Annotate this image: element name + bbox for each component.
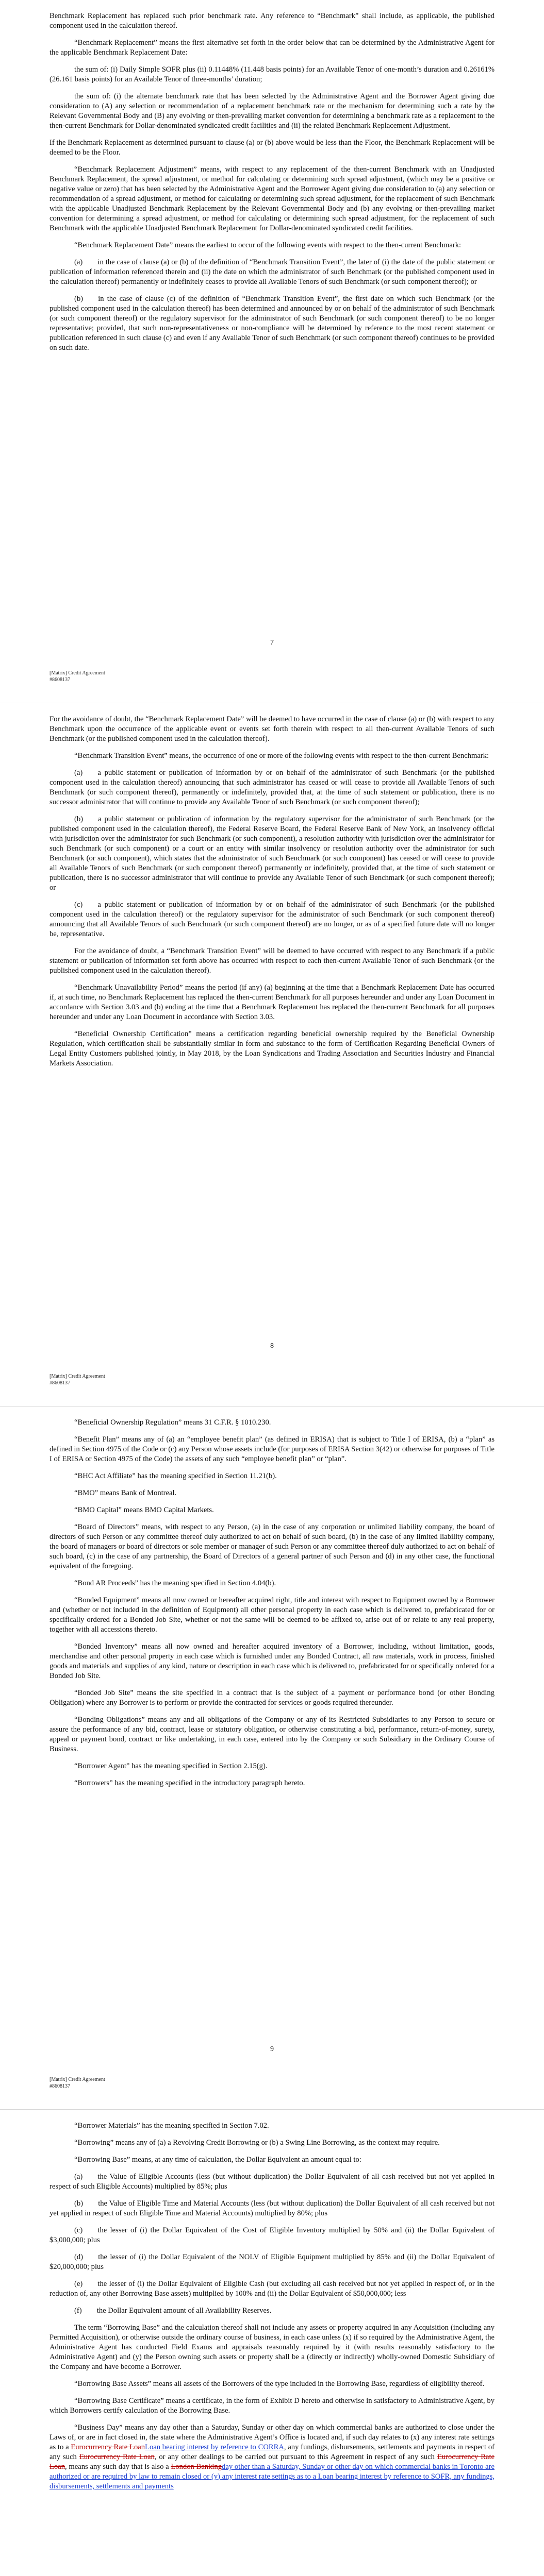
definition-beneficial-ownership-regulation: “Beneficial Ownership Regulation” means 31 C.F.R. § 1010.230. bbox=[74, 1418, 271, 1427]
page-9 bbox=[0, 1406, 544, 2110]
footer-doc-id: #8608137 bbox=[50, 677, 70, 683]
paragraph: Benchmark Replacement has replaced such prior benchmark rate. Any reference to “Benchmark” shall include, as applicable, the published component used in the calculation thereof. bbox=[50, 12, 494, 30]
list-item: (c) the lesser of (i) the Dollar Equivalent of the Cost of Eligible Inventory multiplied by 50% and (ii) the Dollar Equivalent of $3,000,000; plus bbox=[50, 2226, 494, 2244]
paragraph: If the Benchmark Replacement as determined pursuant to clause (a) or (b) above would be less than the Floor, the Benchmark Replacement will be deemed to be the Floor. bbox=[50, 139, 494, 157]
business-day-text: , or any other dealings to be carried out pursuant to this Agreement in respect of any such bbox=[154, 2453, 437, 2461]
definition-borrowing-base: “Borrowing Base” means, at any time of calculation, the Dollar Equivalent an amount equal to: bbox=[74, 2156, 361, 2164]
page-footer bbox=[50, 670, 105, 683]
definition-business-day bbox=[50, 2423, 494, 2492]
list-item: (b) the Value of Eligible Time and Material Accounts (less (but without duplication) the Dollar Equivalent of all cash received but not yet applied in respect of such Eligible Time and Material Accounts) multiplied by 80%; plus bbox=[50, 2199, 494, 2217]
page-10 bbox=[0, 2110, 544, 2576]
business-day-text: , means any such day that is also a bbox=[65, 2463, 171, 2471]
footer-doc-name: [Matrix] Credit Agreement bbox=[50, 2077, 105, 2082]
paragraph: The term “Borrowing Base” and the calculation thereof shall not include any assets or property acquired in any Acquisition (including any Permitted Acquisition), or otherwise outside the ordinary course of business, in each case unless (x) if so required by the Administrative Agent, the Administrative Agent has conducted Field Exams and appraisals reasonably required by it (with results reasonably satisfactory to the Administrative Agent) and (y) the Person owning such assets or property shall be a (directly or indirectly) wholly-owned Domestic Subsidiary of the Company and have become a Borrower. bbox=[50, 2324, 494, 2371]
benchmark-replacement-clause-a: the sum of: (i) Daily Simple SOFR plus (ii) 0.11448% (11.448 basis points) for an Available Tenor of one-month’s duration and 0.26161% (26.161 basis points) for an Available Tenor of three-months’ duration; bbox=[50, 65, 494, 83]
definition-benefit-plan: “Benefit Plan” means any of (a) an “employee benefit plan” (as defined in ERISA) that is subject to Title I of ERISA, (b) a “plan” as defined in Section 4975 of the Code or (c) any Person whose assets include (for purposes of ERISA Section 3(42) or otherwise for purposes of Title I of ERISA or Section 4975 of the Code) the assets of any such “employee benefit plan” or “plan”. bbox=[50, 1435, 494, 1463]
inserted-text: day other than a Saturday, Sunday or other day on which commercial banks in Toronto are authorized or are required by law to remain closed or (y) any interest rate settings as to a Loan bearing interest by reference to SOFR, any fundings, disbursements, settlements and payments bbox=[50, 2463, 494, 2490]
definition-borrower-materials: “Borrower Materials” has the meaning specified in Section 7.02. bbox=[74, 2122, 269, 2130]
definition-bonded-equipment: “Bonded Equipment” means all now owned or hereafter acquired right, title and interest with respect to Equipment owned by a Borrower and (whether or not included in the definition of Equipment) all other personal property in each case which is delivered to, prefabricated for or specifically ordered for a Bonded Job Site, whether or not the same will be deemed to be affixed to, arise out of or relate to any real property, together with all accessions thereto. bbox=[50, 1596, 494, 1634]
page-number: 7 bbox=[270, 639, 274, 647]
definition-board-of-directors: “Board of Directors” means, with respect to any Person, (a) in the case of any corporation or unlimited liability company, the board of directors of such Person or any committee thereof duly authorized to act on behalf of such board, (b) in the case of any limited liability company, the board of managers or board of directors or sole member or manager of such Person or any committee thereof duly authorized to act on behalf of such board, (c) in the case of any partnership, the Board of Directors of a general partner of such Person and (d) in any other case, the functional equivalent of the foregoing. bbox=[50, 1523, 494, 1570]
definition-borrowing-base-assets: “Borrowing Base Assets” means all assets of the Borrowers of the type included in the Borrowing Base, regardless of eligibility thereof. bbox=[74, 2380, 485, 2388]
definition-bonded-inventory: “Bonded Inventory” means all now owned and hereafter acquired inventory of a Borrower, including, without limitation, goods, merchandise and other personal property in each case which is furnished under any Bonded Contract, all raw materials, work in process, finished goods and materials and supplies of any kind, nature or description in each case which is delivered to, prefabricated for or specifically ordered for a Bonded Job Site. bbox=[50, 1642, 494, 1680]
business-day-text: , any fundings, disbursements, settlements and payments in respect of any such bbox=[50, 2443, 494, 2461]
list-item: (b) a public statement or publication of information by the regulatory supervisor for the administrator of such Benchmark (or the published component used in the calculation thereof), the Federal Reserve Board, the Federal Reserve Bank of New York, an insolvency official with jurisdiction over the administrator for such Benchmark (or such component), a resolution authority with jurisdiction over the administrator for such Benchmark (or such component) or a court or an entity with similar insolvency or resolution authority over the administrator for such Benchmark (or such component), which states that the administrator of such Benchmark (or such component) has ceased or will cease to provide all Available Tenors of such Benchmark (or such component thereof) permanently or indefinitely, provided that, at the time of such statement or publication, there is no successor administrator that will continue to provide any Available Tenor of such Benchmark (or such component thereof); or bbox=[50, 815, 494, 892]
page-7 bbox=[0, 0, 544, 703]
definition-borrowers: “Borrowers” has the meaning specified in the introductory paragraph hereto. bbox=[74, 1779, 305, 1787]
deleted-text: Eurocurrency Rate Loan bbox=[79, 2453, 155, 2461]
definition-benchmark-unavailability-period: “Benchmark Unavailability Period” means the period (if any) (a) beginning at the time that a Benchmark Replacement Date has occurred if, at such time, no Benchmark Replacement has replaced the then-current Benchmark for all purposes hereunder and under any Loan Document in accordance with Section 3.03 and (b) ending at the time that a Benchmark Replacement has replaced the then-current Benchmark for all purposes hereunder and under any Loan Document in accordance with Section 3.03. bbox=[50, 984, 494, 1021]
deleted-text: London Banking bbox=[171, 2463, 222, 2471]
footer-doc-id: #8608137 bbox=[50, 2083, 70, 2089]
definition-bhc-act-affiliate: “BHC Act Affiliate” has the meaning specified in Section 11.21(b). bbox=[74, 1472, 277, 1480]
page-8 bbox=[0, 703, 544, 1406]
definition-borrowing-base-certificate: “Borrowing Base Certificate” means a certificate, in the form of Exhibit D hereto and otherwise in satisfactory to Administrative Agent, by which Borrowers certify calculation of the Borrowing Base. bbox=[50, 2397, 494, 2415]
definition-bonding-obligations: “Bonding Obligations” means any and all obligations of the Company or any of its Restricted Subsidiaries to any Person to secure or assure the performance of any bid, contract, lease or statutory obligation, or otherwise constituting a bid, performance, return-of-money, surety, appeal or payment bond, contract or like undertaking, in each case, entered into by the Company or such Subsidiary in the Ordinary Course of Business. bbox=[50, 1716, 494, 1753]
inserted-text: Loan bearing interest by reference to CORRA bbox=[145, 2443, 284, 2451]
page-footer bbox=[50, 2076, 105, 2090]
deleted-text: Eurocurrency Rate Loan bbox=[50, 2453, 494, 2471]
definition-beneficial-ownership-certification: “Beneficial Ownership Certification” means a certification regarding beneficial ownership required by the Beneficial Ownership Regulation, which certification shall be substantially similar in form and substance to the form of Certification Regarding Beneficial Owners of Legal Entity Customers published jointly, in May 2018, by the Loan Syndications and Trading Association and Securities Industry and Financial Markets Association. bbox=[50, 1030, 494, 1067]
list-item: (b) in the case of clause (c) of the definition of “Benchmark Transition Event”, the first date on which such Benchmark (or the published component used in the calculation thereof) has been determined and announced by or on behalf of the administrator of such Benchmark (or such component thereof) or the regulatory supervisor for the administrator of such Benchmark (or such component thereof) to be no longer representative; provided, that such non-representativeness or non-compliance will be determined by reference to the most recent statement or publication referenced in such clause (c) and even if any Available Tenor of such Benchmark (or such component thereof) continues to be provided on such date. bbox=[50, 295, 494, 352]
paragraph: For the avoidance of doubt, a “Benchmark Transition Event” will be deemed to have occurred with respect to any Benchmark if a public statement or publication of information set forth above has occurred with respect to each then-current Available Tenor of such Benchmark (or the published component used in the calculation thereof). bbox=[50, 947, 494, 975]
list-item: (c) a public statement or publication of information by or on behalf of the administrator of such Benchmark (or the published component used in the calculation thereof) or the regulatory supervisor for the administrator of such Benchmark (or such component thereof) announcing that all Available Tenors of such Benchmark (or such component thereof) are no longer, or as of a specified future date will no longer be, representative. bbox=[50, 901, 494, 938]
definition-bmo: “BMO” means Bank of Montreal. bbox=[74, 1489, 177, 1497]
list-item: (e) the lesser of (i) the Dollar Equivalent of Eligible Cash (but excluding all cash received but not yet applied in respect of, or in the reduction of, any other Borrowing Base assets) multiplied by 100% and (ii) the Dollar Equivalent of $50,000,000; less bbox=[50, 2280, 494, 2298]
list-item: (f) the Dollar Equivalent amount of all Availability Reserves. bbox=[74, 2307, 272, 2315]
definition-bmo-capital: “BMO Capital” means BMO Capital Markets. bbox=[74, 1506, 214, 1514]
business-day-text: “Business Day” means any day other than a Saturday, Sunday or other day on which commercial banks are authorized to close under the Laws of, or are in fact closed in, the state where the Administrative Agent’s Office is located and, if such day relates to (x) any interest rate settings as to a bbox=[50, 2424, 494, 2451]
page-number: 9 bbox=[270, 2045, 274, 2053]
list-item: (d) the lesser of (i) the Dollar Equivalent of the NOLV of Eligible Equipment multiplied by 85% and (ii) the Dollar Equivalent of $20,000,000; plus bbox=[50, 2253, 494, 2271]
paragraph: For the avoidance of doubt, the “Benchmark Replacement Date” will be deemed to have occurred in the case of clause (a) or (b) with respect to any Benchmark upon the occurrence of the applicable event or events set forth therein with respect to all then-current Available Tenors of such Benchmark (or the published component used in the calculation thereof). bbox=[50, 715, 494, 743]
definition-bond-ar-proceeds: “Bond AR Proceeds” has the meaning specified in Section 4.04(b). bbox=[74, 1579, 276, 1587]
definition-bonded-job-site: “Bonded Job Site” means the site specified in a contract that is the subject of a payment or performance bond (or other Bonding Obligation) where any Borrower is to perform or provide the contracted for services or goods required thereunder. bbox=[50, 1689, 494, 1707]
page-footer bbox=[50, 1373, 105, 1386]
list-item: (a) a public statement or publication of information by or on behalf of the administrator of such Benchmark (or the published component used in the calculation thereof) announcing that such administrator has ceased or will cease to provide all Available Tenors of such Benchmark (or such component thereof), permanently or indefinitely, provided that, at the time of such statement or publication, there is no successor administrator that will continue to provide any Available Tenor of such Benchmark (or such component thereof); bbox=[50, 769, 494, 806]
deleted-text: Eurocurrency Rate Loan bbox=[71, 2443, 145, 2451]
list-item: (a) the Value of Eligible Accounts (less (but without duplication) the Dollar Equivalent of all cash received but not yet applied in respect of such Eligible Accounts) multiplied by 85%; plus bbox=[50, 2173, 494, 2191]
definition-borrowing: “Borrowing” means any of (a) a Revolving Credit Borrowing or (b) a Swing Line Borrowing, as the context may require. bbox=[74, 2139, 440, 2147]
definition-benchmark-replacement-adjustment: “Benchmark Replacement Adjustment” means, with respect to any replacement of the then-current Benchmark with an Unadjusted Benchmark Replacement, the spread adjustment, or method for calculating or determining such spread adjustment, (which may be a positive or negative value or zero) that has been selected by the Administrative Agent and the Borrower Agent giving due consideration to (a) any selection or recommendation of a spread adjustment, or method for calculating or determining such spread adjustment, for the replacement of such Benchmark with the applicable Unadjusted Benchmark Replacement by the Relevant Governmental Body and (b) any evolving or then-prevailing market convention for determining a spread adjustment, or method for calculating or determining such spread adjustment, for the replacement of such Benchmark with the applicable Unadjusted Benchmark Replacement for Dollar-denominated syndicated credit facilities. bbox=[50, 165, 494, 232]
definition-benchmark-transition-event: “Benchmark Transition Event” means, the occurrence of one or more of the following events with respect to the then-current Benchmark: bbox=[74, 752, 489, 760]
page-number: 8 bbox=[270, 1342, 274, 1350]
definition-benchmark-replacement-date: “Benchmark Replacement Date” means the earliest to occur of the following events with respect to the then-current Benchmark: bbox=[74, 241, 461, 249]
benchmark-replacement-clause-b: the sum of: (i) the alternate benchmark rate that has been selected by the Administrative Agent and the Borrower Agent giving due consideration to (A) any selection or recommendation of a replacement benchmark rate or the mechanism for determining such a rate by the Relevant Governmental Body and (B) any evolving or then-prevailing market convention for determining a benchmark rate as a replacement to the then-current Benchmark for Dollar-denominated syndicated credit facilities and (ii) the related Benchmark Replacement Adjustment. bbox=[50, 92, 494, 130]
footer-doc-id: #8608137 bbox=[50, 1380, 70, 1386]
footer-doc-name: [Matrix] Credit Agreement bbox=[50, 1374, 105, 1379]
list-item: (a) in the case of clause (a) or (b) of the definition of “Benchmark Transition Event”, the later of (i) the date of the public statement or publication of information referenced therein and (ii) the date on which the administrator of such Benchmark (or the published component used in the calculation thereof) permanently or indefinitely ceases to provide all Available Tenors of such Benchmark (or such component thereof); or bbox=[50, 258, 494, 286]
footer-doc-name: [Matrix] Credit Agreement bbox=[50, 670, 105, 676]
definition-benchmark-replacement: “Benchmark Replacement” means the first alternative set forth in the order below that can be determined by the Administrative Agent for the applicable Benchmark Replacement Date: bbox=[50, 39, 494, 57]
definition-borrower-agent: “Borrower Agent” has the meaning specified in Section 2.15(g). bbox=[74, 1762, 268, 1770]
